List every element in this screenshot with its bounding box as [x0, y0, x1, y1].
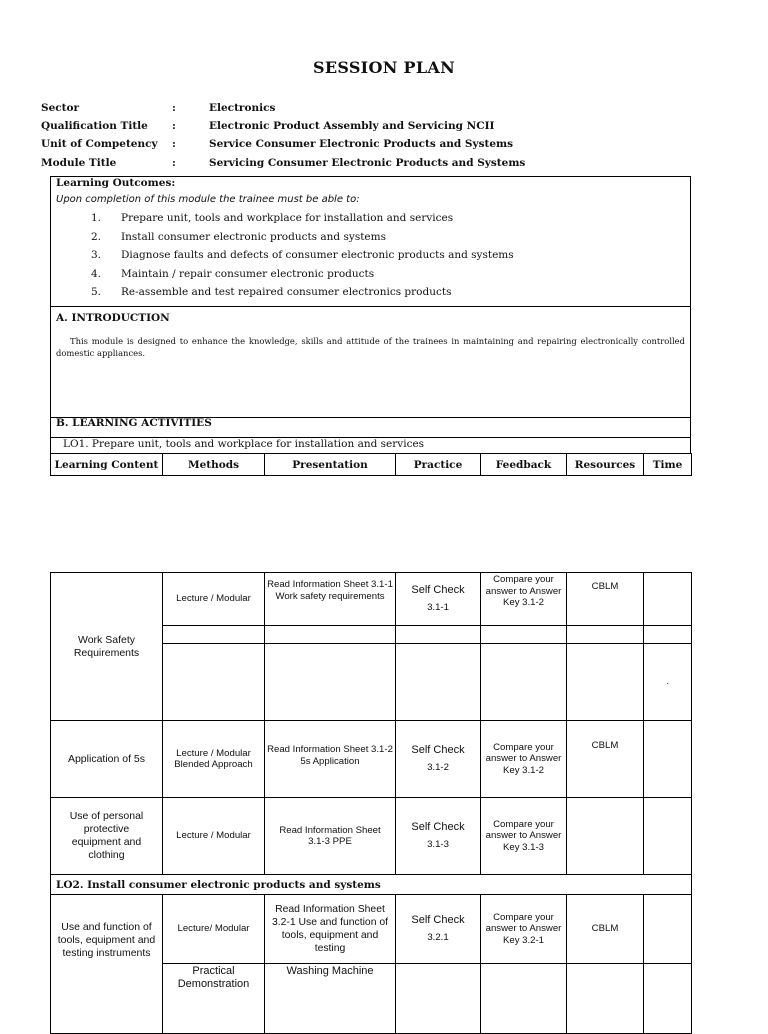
- feedback-cell: Compare your answer to Answer Key 3.1-2: [481, 573, 567, 626]
- feedback-cell: [481, 626, 567, 644]
- methods-cell: Lecture/ Modular: [163, 895, 265, 964]
- learning-content-cell: Application of 5s: [51, 721, 163, 798]
- item-text: Maintain / repair consumer electronic products: [121, 268, 375, 280]
- learning-outcome-item: [91, 212, 453, 224]
- methods-cell: Practical Demonstration: [163, 964, 265, 1034]
- table-row: [51, 895, 692, 964]
- header-colon: :: [172, 138, 176, 150]
- lo1-label: LO1. Prepare unit, tools and workplace for installation and services: [63, 438, 425, 450]
- presentation-cell: Washing Machine: [265, 964, 396, 1034]
- resources-cell: [567, 644, 644, 721]
- presentation-cell: Read Information Sheet 3.1-1 Work safety requirements: [265, 573, 396, 626]
- learning-outcome-item: [91, 268, 374, 280]
- practice-code: 3.2.1: [427, 932, 449, 944]
- time-cell: [644, 573, 692, 626]
- methods-cell: Lecture / Modular: [163, 798, 265, 875]
- header-colon: :: [172, 120, 176, 132]
- practice-code: 3.1-3: [427, 839, 449, 851]
- activities-table: [50, 572, 692, 1034]
- introduction-box: [50, 306, 691, 418]
- header-value: Service Consumer Electronic Products and Systems: [209, 138, 514, 150]
- time-cell: [644, 626, 692, 644]
- header-label: Module Title: [41, 157, 117, 169]
- learning-outcomes-box: [50, 176, 691, 307]
- learning-outcome-item: [91, 231, 386, 243]
- item-text: Install consumer electronic products and systems: [121, 231, 386, 243]
- introduction-text: This module is designed to enhance the knowledge, skills and attitude of the trainees in maintaining and repairing electronically controlled domestic appliances.: [56, 336, 685, 358]
- practice-cell: [396, 964, 481, 1034]
- feedback-cell: Compare your answer to Answer Key 3.1-2: [481, 721, 567, 798]
- resources-cell: CBLM: [567, 895, 644, 964]
- learning-outcomes-title: Learning Outcomes:: [56, 177, 176, 189]
- practice-code: 3.1-1: [427, 602, 449, 614]
- item-text: Re-assemble and test repaired consumer electronics products: [121, 286, 452, 298]
- presentation-cell: Read Information Sheet 3.2-1 Use and function of tools, equipment and testing: [265, 895, 396, 964]
- feedback-cell: [481, 964, 567, 1034]
- methods-cell: [163, 644, 265, 721]
- time-cell: [644, 798, 692, 875]
- item-number: 3.: [91, 249, 102, 261]
- practice-code: 3.1-2: [427, 762, 449, 774]
- learning-outcome-item: [91, 286, 451, 298]
- introduction-title: A. INTRODUCTION: [56, 312, 170, 324]
- presentation-cell: [265, 626, 396, 644]
- methods-cell: [163, 626, 265, 644]
- header-value: Electronic Product Assembly and Servicing NCII: [209, 120, 495, 132]
- table-row: [51, 721, 692, 798]
- item-number: 5.: [91, 286, 102, 298]
- practice-cell: [396, 644, 481, 721]
- learning-content-cell: Use of personal protective equipment and clothing: [51, 798, 163, 875]
- resources-cell: CBLM: [567, 721, 644, 798]
- header-value: Electronics: [209, 102, 276, 114]
- feedback-cell: Compare your answer to Answer Key 3.2-1: [481, 895, 567, 964]
- presentation-cell: Read Information Sheet 3.1-3 PPE: [265, 798, 396, 875]
- presentation-cell: [265, 644, 396, 721]
- column-header: Practice: [396, 454, 481, 476]
- feedback-cell: Compare your answer to Answer Key 3.1-3: [481, 798, 567, 875]
- column-header: Resources: [567, 454, 644, 476]
- header-colon: :: [172, 157, 176, 169]
- lo2-label: LO2. Install consumer electronic products and systems: [51, 875, 692, 895]
- resources-cell: CBLM: [567, 573, 644, 626]
- header-label: Unit of Competency: [41, 138, 158, 150]
- time-cell: .: [644, 644, 692, 721]
- methods-cell: Lecture / Modular: [163, 573, 265, 626]
- header-value: Servicing Consumer Electronic Products and Systems: [209, 157, 526, 169]
- table-row: [51, 573, 692, 626]
- practice-label: Self Check: [411, 821, 465, 834]
- table-row: [51, 875, 692, 895]
- resources-cell: [567, 798, 644, 875]
- item-text: Prepare unit, tools and workplace for installation and services: [121, 212, 454, 224]
- column-header: Learning Content: [51, 454, 163, 476]
- learning-content-cell: Use and function of tools, equipment and testing instruments: [51, 895, 163, 1034]
- table-row: [51, 798, 692, 875]
- resources-cell: [567, 964, 644, 1034]
- lo1-row: [50, 437, 691, 454]
- column-header-table: [50, 453, 692, 476]
- column-header: Methods: [163, 454, 265, 476]
- item-text: Diagnose faults and defects of consumer electronic products and systems: [121, 249, 514, 261]
- time-cell: [644, 895, 692, 964]
- item-number: 4.: [91, 268, 102, 280]
- practice-label: Self Check: [411, 584, 465, 597]
- practice-cell: [396, 798, 481, 875]
- column-header: Time: [644, 454, 692, 476]
- page-title: SESSION PLAN: [312, 58, 456, 77]
- learning-outcome-item: [91, 249, 514, 261]
- learning-activities-box: [50, 417, 691, 438]
- column-header: Feedback: [481, 454, 567, 476]
- header-label: Sector: [41, 102, 80, 114]
- feedback-cell: [481, 644, 567, 721]
- learning-outcomes-intro: Upon completion of this module the trainee must be able to:: [56, 194, 360, 205]
- practice-cell: [396, 721, 481, 798]
- time-cell: [644, 964, 692, 1034]
- item-number: 1.: [91, 212, 102, 224]
- learning-content-cell: Work Safety Requirements: [51, 573, 163, 721]
- presentation-cell: Read Information Sheet 3.1-2 5s Application: [265, 721, 396, 798]
- item-number: 2.: [91, 231, 102, 243]
- learning-activities-title: B. LEARNING ACTIVITIES: [56, 417, 212, 429]
- time-cell: [644, 721, 692, 798]
- header-colon: :: [172, 102, 176, 114]
- resources-cell: [567, 626, 644, 644]
- practice-cell: [396, 573, 481, 626]
- practice-cell: [396, 895, 481, 964]
- practice-label: Self Check: [411, 744, 465, 757]
- column-header: Presentation: [265, 454, 396, 476]
- practice-cell: [396, 626, 481, 644]
- practice-label: Self Check: [411, 914, 465, 927]
- header-label: Qualification Title: [41, 120, 148, 132]
- methods-cell: Lecture / Modular Blended Approach: [163, 721, 265, 798]
